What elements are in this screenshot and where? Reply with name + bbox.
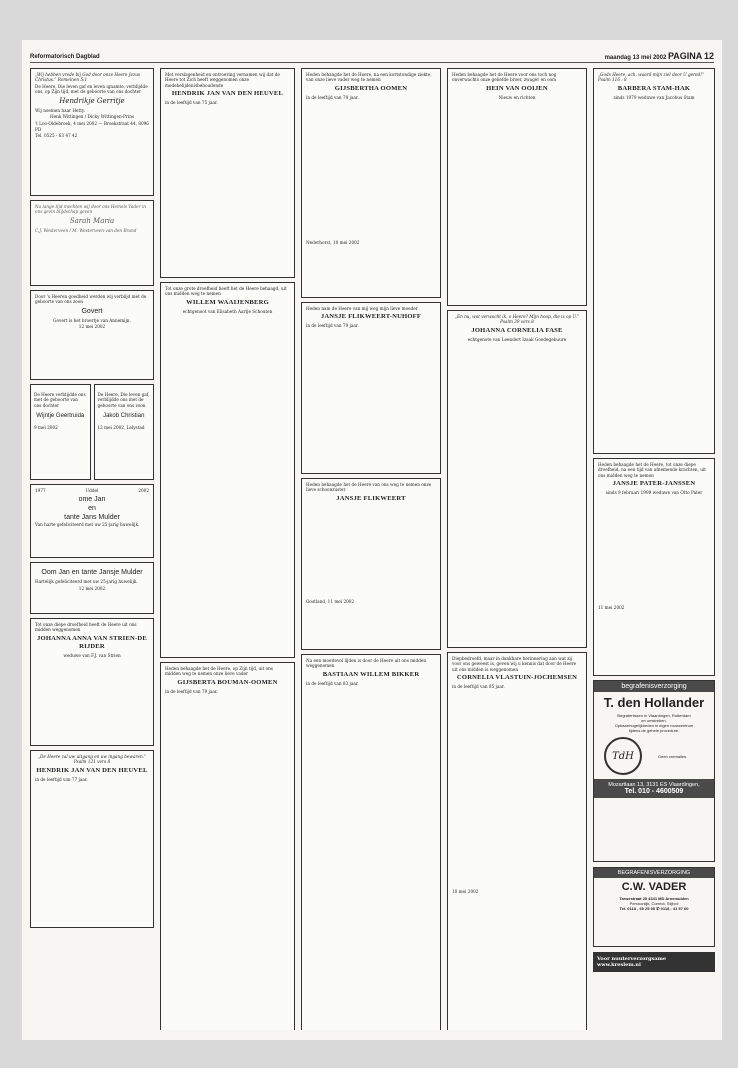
anniversary-notice-mulder [30, 484, 154, 558]
notice-body: Door 's Heeren goedheid werden wij verblijd met de geboorte van ons zoon [35, 294, 147, 305]
notice-quote: „Wij hebben vrede bij God door onze Heere Jezus Christus.” Romeinen 5:1 [35, 72, 141, 83]
ad-tel: Tel. 010 - 4600509 [624, 788, 684, 795]
ad-line: en omstreken. [641, 718, 667, 723]
notice-name: WILLEM WAAIJENBERG [186, 298, 269, 306]
notice-name: Sarah Maria [69, 216, 115, 225]
birth-notice-govert [30, 290, 154, 380]
notice-name: GIJSBERTHA OOMEN [334, 84, 408, 92]
death-notice-pater-janssen [593, 458, 715, 676]
notice-name2: tante Jans Mulder [64, 513, 120, 521]
year-right: 2002 [138, 488, 149, 493]
notice-name: CORNELIA VLASTUIN-JOCHEMSEN [456, 673, 578, 681]
ad-logo-row [594, 733, 714, 779]
newspaper-page [22, 40, 722, 1040]
death-notice-bouman-oomen [160, 662, 295, 1030]
place: Uddel [85, 488, 99, 493]
notice-name: JANSJE FLIKWEERT [336, 494, 406, 502]
notice-body: Van harte gefeliciteerd met uw 25-jarig huwelijk. [35, 521, 140, 527]
notice-quote: „Gods Heere, ach, waard mijn ziel door U gered!” Psalm 116 : 8 [598, 72, 705, 83]
notice-date: 12 mei 2002 [78, 324, 106, 330]
ad-header: begrafenisverzorging [594, 681, 714, 692]
notice-sub: sinds 9 februari 1999 weduwe van Otto Pater [605, 489, 703, 495]
ad-line: Opbaarmogelijkheden in eigen rouwcentrum [614, 723, 694, 728]
notice-name: Wijntje Geertruida [36, 413, 85, 420]
notice-name: JOHANNA ANNA VAN STRIEN-DE RIJDER [37, 634, 147, 650]
column-4 [447, 68, 587, 1030]
column-1 [30, 68, 154, 1030]
ad-address-bar [594, 779, 714, 798]
birth-notice-sarah [30, 200, 154, 286]
notice-age: in de leeftijd van 79 jaar. [306, 323, 359, 329]
ad-title: T. den Hollander [603, 695, 705, 710]
death-notice-fase [447, 310, 587, 648]
notice-date: Oostland, 11 mei 2002 [306, 598, 355, 604]
paper-name: Reformatorisch Dagblad [30, 54, 100, 60]
notice-parents: Henk Wittingen / Dicky Wittingen-Prins [49, 114, 135, 120]
notice-name: JANSJE FLIKWEERT-NUHOFF [320, 313, 422, 321]
notice-name: BASTIAAN WILLEM BIKKER [322, 670, 420, 678]
ad-cw-vader [593, 867, 715, 947]
issue-date: maandag 13 mei 2002 [604, 55, 667, 61]
death-notice-stam-hak [593, 68, 715, 454]
notice-body: Heden behaagde het de Heere voor ons toch nog onverwachts onze geliefde broer, zwager en oom [452, 72, 557, 83]
notice-name: Jakob Christian [103, 413, 145, 420]
notice-age: in de leeftijd van 79 jaar. [165, 688, 218, 694]
column-5 [593, 68, 715, 1030]
column-3 [301, 68, 441, 1030]
page-number: 12 [703, 51, 714, 61]
death-notice-vlastuin [447, 652, 587, 1030]
ad-header: BEGRAFENISVERZORGING [594, 868, 714, 878]
notice-age: in de leeftijd van 79 jaar. [306, 94, 359, 100]
notice-body: De Heere, Die leven gaf, verblijdde ons met de geboorte van ons zoon [97, 392, 150, 408]
ad-line: Begrafenissen in Vlaardingen, Rotterdam [617, 713, 691, 718]
page-info [605, 51, 714, 61]
notice-body: Heden behaagde het de Heere, tot onze diepe droefheid, na een tijd van afnemende krachten, uit ons midden weg te nemen [598, 462, 706, 478]
notice-title: Oom Jan en tante Jansje Mulder [41, 569, 143, 576]
notice-body: De Heere, Die leven gaf en leven ignamte, verblijdde ons, op Zijn tijd, met de geboorte van ons dochter [35, 84, 148, 95]
notice-body: Na een moeitevol lijden is door de Heere uit ons midden weggenomen [306, 658, 427, 669]
ad-address: Mozartlaan 13, 3131 ES Vlaardingen, [608, 782, 700, 788]
year-left: 1977 [35, 488, 46, 493]
ad-den-hollander [593, 680, 715, 862]
notice-date: 12 mei 2002 [78, 585, 106, 591]
death-notice-van-den-heuvel [30, 750, 154, 928]
notice-body: Heden behaagde het de Heere van ons weg te nemen onze lieve schoonzuster [306, 482, 432, 493]
masthead [30, 48, 714, 63]
notice-age: in de leeftijd van 77 jaar. [35, 776, 88, 782]
page-label: PAGINA [667, 51, 703, 61]
notice-name1: ome Jan [78, 495, 106, 503]
notice-body: Heden behaagde het de Heere, op Zijn tijd, uit ons midden weg te nemen onze lieve vader [165, 666, 273, 677]
birth-notice-wijntje [30, 384, 91, 480]
death-notice-flikweert [301, 478, 441, 650]
notice-address: 't Loo-Oldebroek, 4 mei 2002 — Broekstraat 44, 8096 PD [35, 121, 149, 132]
anniversary-header [35, 488, 149, 493]
notice-line: Govert is het broertje van Annemijn. [53, 317, 131, 323]
ad-address: Tarwestraat 25 4341 MD Arnemuiden [619, 896, 689, 901]
notice-date: Nederhorst, 10 mei 2002 [306, 239, 360, 245]
notice-body: Heden nam de Heere van mij weg mijn lieve moeder [306, 306, 418, 311]
notice-body: Met verslagenheid en ontroering vernamen wij dat de Heere tot Zich heeft weggenomen onze medebelijdenisbehoudende [165, 72, 280, 88]
notice-sub: echtgenote van Leendert Izaak Goedegebuure [467, 336, 567, 342]
ad-banner[interactable]: Voor nuuterverzorgsame www.kreslem.nl [593, 952, 715, 972]
ad-tel: Tel. 0118 - 60 25 00 ✆ 0118 - 41 57 60 [619, 906, 689, 911]
notice-body: Na lange tijd mochten wij door ons Hemels Vader in ons gezin blijdschap geven [35, 204, 146, 215]
notice-name: BARBERA STAM-HAK [617, 84, 691, 92]
death-notice-bikker [301, 654, 441, 1030]
notice-body: Tot onze grote droefheid heeft het de Heere behaagd, uit ons midden weg te nemen [165, 286, 287, 297]
notice-and: en [88, 504, 96, 512]
death-notice-flikweert-nijhoff [301, 302, 441, 474]
notice-name: JANSJE PATER-JANSSEN [612, 479, 696, 487]
notice-age: in de leeftijd van 85 jaar. [452, 683, 505, 689]
notice-name: JOHANNA CORNELIA FASE [471, 326, 563, 334]
notice-age: in de leeftijd van 83 jaar. [306, 680, 359, 686]
notice-sub: echtgenoot van Elisabeth Aartje Schouten [182, 308, 273, 314]
notice-name: HENDRIK JAN VAN DEN HEUVEL [171, 89, 284, 97]
notice-quote: „En nu, wat verwacht ik, o Heere? Mijn hoop, die is op U.” Psalm 39 vers 8 [454, 314, 580, 325]
notice-name: Hendrikje Gerritje [59, 96, 125, 105]
death-notice-heuvel-2 [160, 68, 295, 278]
notice-name: Govert [81, 307, 103, 315]
notice-body: Hartelijk gefeliciteerd met uw 25-jarig huwelijk. [35, 579, 138, 584]
birth-notice-hetty [30, 68, 154, 196]
notice-tel: Tel. 0525 - 63 47 42 [35, 133, 78, 139]
notice-name: HEIN VAN OOIJEN [486, 84, 548, 92]
notice-body: De Heere verblijdde ons met de geboorte van ons dochter [34, 392, 86, 408]
notice-body: Tot onze diepe droefheid heeft de Heere uit ons midden weggenomen [35, 622, 137, 633]
birth-notice-jakob [94, 384, 155, 480]
notice-parents: C.J. Westerveen / M. Westerveen-van den Brand [35, 227, 137, 233]
death-notice-oomen [301, 68, 441, 298]
notice-age: in de leeftijd van 75 jaar. [165, 99, 218, 105]
birth-notices-pair [30, 384, 154, 480]
notice-body: Diepbedroefd, maar in dankbare herinnering aan wat zij voor ons geweest is, geven wij u kennis dat door de Heere uit ons midden is weggenomen [452, 656, 577, 672]
anniversary-notice-oom-jan [30, 562, 154, 614]
notice-date: 12 mei 2002, Lelystad [97, 425, 145, 431]
ad-slogan: Persoonlijk, Correct, Stijlvol [629, 901, 679, 906]
notice-date: 9 mei 2002 [34, 425, 58, 431]
notice-body2: Wij noemen haar Hetty. [35, 107, 86, 113]
notice-quote: „De Heere zal uw uitgang en uw ingang bewaren.” Psalm 121 vers 8 [37, 754, 147, 765]
notice-sub: sinds 1979 weduwe van Jacobus Stam [613, 94, 695, 100]
notice-sub: weduwe van F.J. van Strien [63, 652, 121, 658]
death-notice-van-ooijen [447, 68, 587, 306]
funeral-logo-icon: TdH [604, 737, 642, 775]
ad-line: Geen cremailes. [658, 753, 688, 759]
notice-body: Heden behaagde het de Heere, na een kortstondige ziekte, van onze lieve vader weg te nemen [306, 72, 432, 83]
death-notice-waaijenberg [160, 282, 295, 658]
ad-line: tijdens de gehele procedure. [628, 728, 680, 733]
notice-date: 10 mei 2002 [452, 889, 479, 895]
notice-date: 11 mei 2002 [598, 605, 625, 611]
notice-name: HENDRIK JAN VAN DEN HEUVEL [36, 766, 148, 774]
notice-name: GIJSBERTA BOUMAN-OOMEN [177, 678, 278, 686]
ad-title: C.W. VADER [621, 881, 687, 893]
death-notice-van-strien [30, 618, 154, 746]
column-2 [160, 68, 295, 1030]
notice-age: Nieuw en richten [498, 94, 536, 100]
